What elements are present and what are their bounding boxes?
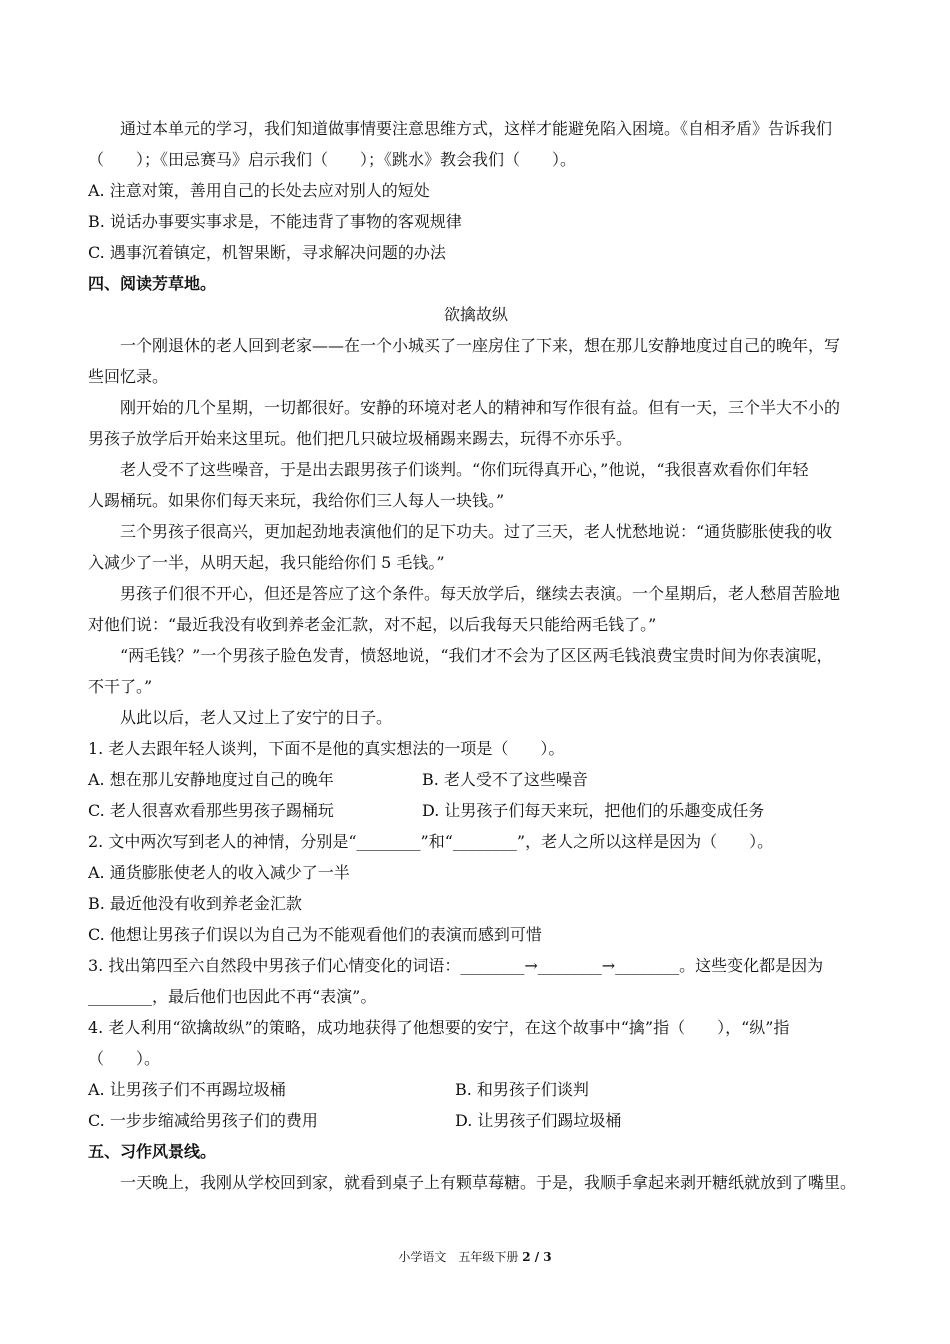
intro-option: A. 注意对策，善用自己的长处去应对别人的短处 bbox=[88, 181, 430, 200]
option: D. 让男孩子们每天来玩，把他们的乐趣变成任务 bbox=[422, 801, 765, 820]
option-row bbox=[88, 1105, 864, 1136]
story-paragraph-line: 一个刚退休的老人回到老家——在一个小城买了一座房住了下来，想在那儿安静地度过自己的晚年，写 bbox=[120, 336, 841, 355]
story-paragraph-line: 三个男孩子很高兴，更加起劲地表演他们的足下功夫。过了三天，老人忧愁地说：“通货膨胀使我的收 bbox=[120, 522, 833, 541]
option-row bbox=[88, 764, 864, 795]
question-stem: （ ）。 bbox=[88, 1049, 161, 1068]
page-footer bbox=[0, 1248, 950, 1265]
document-page bbox=[88, 113, 864, 1198]
footer-label: 小学语文 五年级下册 bbox=[398, 1250, 519, 1264]
question-stem: 2. 文中两次写到老人的神情，分别是“________”和“________”，老人之所以这样是因为（ ）。 bbox=[88, 832, 774, 851]
option: A. 通货膨胀使老人的收入减少了一半 bbox=[88, 863, 350, 882]
story-paragraph-line: “两毛钱？”一个男孩子脸色发青，愤怒地说，“我们才不会为了区区两毛钱浪费宝贵时间为你表演呢， bbox=[120, 646, 833, 665]
option: C. 一步步缩减给男孩子们的费用 bbox=[88, 1111, 318, 1130]
option: A. 让男孩子们不再踢垃圾桶 bbox=[88, 1080, 286, 1099]
option: C. 老人很喜欢看那些男孩子踢桶玩 bbox=[88, 801, 334, 820]
story-paragraph-line: 男孩子们很不开心，但还是答应了这个条件。每天放学后，继续去表演。一个星期后，老人愁眉苦脸地 bbox=[120, 584, 841, 603]
story-paragraph-line: 些回忆录。 bbox=[88, 367, 169, 386]
option: B. 最近他没有收到养老金汇款 bbox=[88, 894, 302, 913]
question-stem: ________，最后他们也因此不再“表演”。 bbox=[88, 987, 377, 1006]
intro-option: B. 说话办事要实事求是，不能违背了事物的客观规律 bbox=[88, 212, 462, 231]
option: B. 老人受不了这些噪音 bbox=[422, 770, 588, 789]
option-row bbox=[88, 795, 864, 826]
story-title: 欲擒故纵 bbox=[443, 305, 508, 324]
story-paragraph-line: 刚开始的几个星期，一切都很好。安静的环境对老人的精神和写作很有益。但有一天，三个半大不小的 bbox=[120, 398, 841, 417]
story-paragraph-line: 入减少了一半，从明天起，我只能给你们 5 毛钱。” bbox=[88, 553, 445, 572]
essay-prompt-line: 一天晚上，我刚从学校回到家，就看到桌子上有颗草莓糖。于是，我顺手拿起来剥开糖纸就放到了嘴里。 bbox=[120, 1173, 857, 1192]
intro-option: C. 遇事沉着镇定，机智果断，寻求解决问题的办法 bbox=[88, 243, 446, 262]
story-paragraph-line: 不干了。” bbox=[88, 677, 153, 696]
page-number: 2 / 3 bbox=[522, 1250, 552, 1264]
story-paragraph-line: 从此以后，老人又过上了安宁的日子。 bbox=[120, 708, 393, 727]
question-stem: 1. 老人去跟年轻人谈判，下面不是他的真实想法的一项是（ ）。 bbox=[88, 739, 565, 758]
option: D. 让男孩子们踢垃圾桶 bbox=[455, 1111, 622, 1130]
story-paragraph-line: 老人受不了这些噪音，于是出去跟男孩子们谈判。“你们玩得真开心，”他说，“我很喜欢看你们年轻 bbox=[120, 460, 809, 479]
story-paragraph-line: 人踢桶玩。如果你们每天来玩，我给你们三人每人一块钱。” bbox=[88, 491, 505, 510]
intro-line: 通过本单元的学习，我们知道做事情要注意思维方式，这样才能避免陷入困境。《自相矛盾》告诉我们 bbox=[120, 119, 833, 138]
question-stem: 3. 找出第四至六自然段中男孩子们心情变化的词语：________→________→________。这些变化都是因为 bbox=[88, 956, 824, 975]
option: C. 他想让男孩子们误以为自己为不能观看他们的表演而感到可惜 bbox=[88, 925, 542, 944]
story-paragraph-line: 对他们说：“最近我没有收到养老金汇款，对不起，以后我每天只能给两毛钱了。” bbox=[88, 615, 657, 634]
option-row bbox=[88, 1074, 864, 1105]
section-heading: 四、阅读芳草地。 bbox=[88, 274, 217, 293]
option: B. 和男孩子们谈判 bbox=[455, 1080, 589, 1099]
intro-line: （ ）；《田忌赛马》启示我们（ ）；《跳水》教会我们（ ）。 bbox=[88, 150, 577, 169]
question-stem: 4. 老人利用“欲擒故纵”的策略，成功地获得了他想要的安宁，在这个故事中“擒”指（ ），“纵”指 bbox=[88, 1018, 790, 1037]
option: A. 想在那儿安静地度过自己的晚年 bbox=[88, 770, 334, 789]
section-heading: 五、习作风景线。 bbox=[88, 1142, 217, 1161]
story-paragraph-line: 男孩子放学后开始来这里玩。他们把几只破垃圾桶踢来踢去，玩得不亦乐乎。 bbox=[88, 429, 633, 448]
